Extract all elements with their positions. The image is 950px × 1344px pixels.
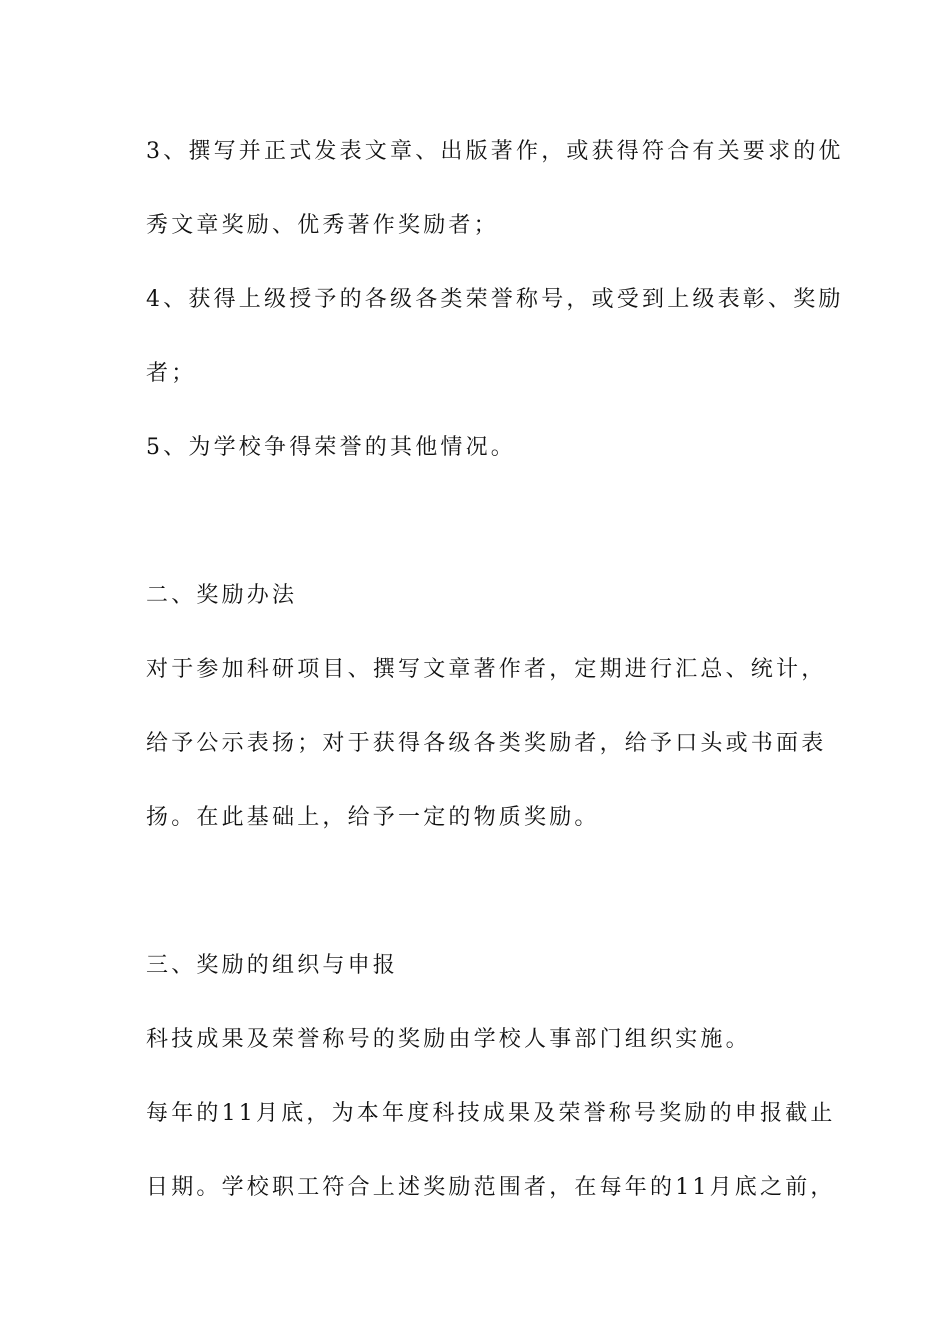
section-2-heading: 二、奖励办法: [146, 583, 298, 608]
section-2-paragraph-line-3: 扬。在此基础上，给予一定的物质奖励。: [146, 805, 600, 830]
section-3-paragraph-1: 科技成果及荣誉称号的奖励由学校人事部门组织实施。: [146, 1027, 751, 1052]
section-2-paragraph-line-2: 给予公示表扬；对于获得各级各类奖励者，给予口头或书面表: [146, 731, 827, 756]
item-4-line-1: 4、获得上级授予的各级各类荣誉称号，或受到上级表彰、奖励: [146, 287, 844, 312]
section-3-paragraph-2-line-1: 每年的11月底，为本年度科技成果及荣誉称号奖励的申报截止: [146, 1101, 836, 1126]
item-5-line: 5、为学校争得荣誉的其他情况。: [146, 435, 516, 460]
item-4-line-2: 者；: [146, 361, 197, 386]
section-3-heading: 三、奖励的组织与申报: [146, 953, 399, 978]
section-3-paragraph-2-line-2: 日期。学校职工符合上述奖励范围者，在每年的11月底之前，: [146, 1175, 836, 1200]
item-3-line-2: 秀文章奖励、优秀著作奖励者；: [146, 213, 499, 238]
item-3-line-1: 3、撰写并正式发表文章、出版著作，或获得符合有关要求的优: [146, 139, 844, 164]
section-2-paragraph-line-1: 对于参加科研项目、撰写文章著作者，定期进行汇总、统计，: [146, 657, 827, 682]
